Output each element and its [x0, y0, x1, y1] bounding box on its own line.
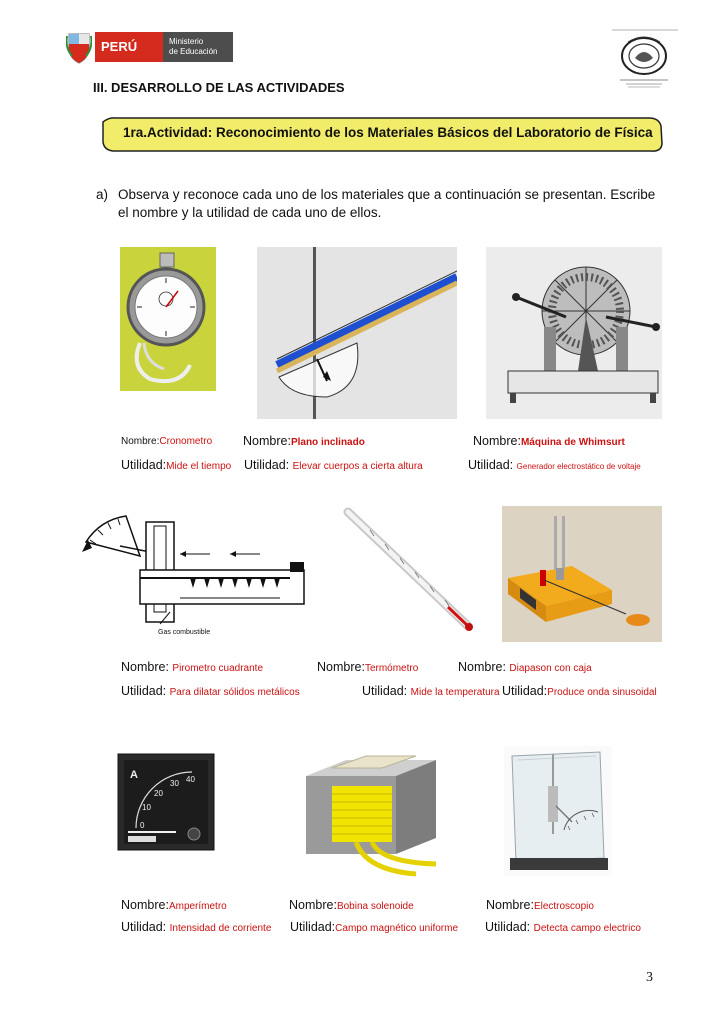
item8-use-label: Utilidad:	[290, 920, 336, 934]
ammeter-tick-40: 40	[186, 775, 195, 784]
item8-use-value: Campo magnético uniforme	[335, 923, 459, 934]
item7-use-value: Intensidad de corriente	[169, 923, 272, 934]
peru-label: PERÚ	[95, 32, 163, 62]
item8-name-row	[289, 898, 414, 912]
item2-name-label: Nombre:	[243, 434, 291, 448]
item4-name-label: Nombre:	[121, 660, 173, 674]
activity-banner-text: 1ra.Actividad: Reconocimiento de los Materiales Básicos del Laboratorio de Física	[123, 125, 653, 140]
page-number: 3	[646, 970, 653, 985]
item5-name-row	[317, 660, 418, 674]
ministry-name	[163, 32, 233, 62]
item4-use-value: Para dilatar sólidos metálicos	[169, 687, 300, 698]
item6-name-value: Diapason con caja	[509, 663, 592, 674]
item4-name-row	[121, 660, 263, 674]
item1-use-value: Mide el tiempo	[166, 461, 232, 472]
ammeter-tick-10: 10	[142, 803, 151, 812]
solenoid-coil-image	[296, 746, 446, 886]
pyrometer-caption: Gas combustible	[158, 629, 211, 636]
ammeter-unit: A	[130, 769, 138, 781]
item8-use-row	[290, 920, 458, 934]
ammeter-tick-30: 30	[170, 779, 179, 788]
item4-use-label: Utilidad:	[121, 684, 170, 698]
item1-use-label: Utilidad:	[121, 458, 167, 472]
section-title: III. DESARROLLO DE LAS ACTIVIDADES	[93, 80, 345, 95]
item9-use-value: Detecta campo electrico	[533, 923, 641, 934]
ammeter-tick-20: 20	[154, 789, 163, 798]
item7-name-row	[121, 898, 227, 912]
item6-use-value: Produce onda sinusoidal	[547, 687, 657, 698]
item7-name-value: Amperímetro	[168, 901, 227, 912]
item6-name-label: Nombre:	[458, 660, 510, 674]
item5-name-label: Nombre:	[317, 660, 365, 674]
instruction-line2: el nombre y la utilidad de cada uno de ellos.	[118, 205, 382, 220]
item7-use-label: Utilidad:	[121, 920, 170, 934]
electroscope-image	[504, 746, 612, 876]
item5-use-value: Mide la temperatura	[410, 687, 500, 698]
item1-name-label: Nombre:	[121, 436, 160, 447]
ministry-logo	[66, 30, 234, 66]
item6-use-label: Utilidad:	[502, 684, 548, 698]
item3-use-label: Utilidad:	[468, 458, 517, 472]
instruction-label: a)	[96, 187, 109, 202]
item5-use-label: Utilidad:	[362, 684, 411, 698]
ammeter-image	[116, 752, 216, 856]
ministry-line1: Ministerio	[169, 37, 204, 46]
item3-use-row	[468, 458, 641, 472]
instruction	[96, 186, 676, 222]
item1-name-row	[121, 436, 212, 447]
item7-use-row	[121, 920, 271, 934]
pyrometer-image	[80, 512, 310, 638]
item8-name-label: Nombre:	[289, 898, 337, 912]
wimshurst-machine-image	[486, 247, 662, 419]
item1-use-row	[121, 458, 231, 472]
tuning-fork-image	[502, 506, 662, 642]
item2-use-value: Elevar cuerpos a cierta altura	[292, 461, 423, 472]
item2-name-value: Plano inclinado	[290, 437, 365, 448]
item6-use-row	[502, 684, 657, 698]
item2-name-row	[243, 434, 365, 448]
thermometer-image	[340, 506, 480, 636]
item7-name-label: Nombre:	[121, 898, 169, 912]
item3-name-label: Nombre:	[473, 434, 521, 448]
item9-name-row	[486, 898, 594, 912]
item2-use-row	[244, 458, 423, 472]
item4-name-value: Pirometro cuadrante	[172, 663, 264, 674]
institute-logo-icon	[608, 28, 680, 92]
inclined-plane-image	[257, 247, 457, 419]
activity-banner	[101, 114, 664, 154]
item2-use-label: Utilidad:	[244, 458, 293, 472]
item9-use-row	[485, 920, 641, 934]
coat-of-arms-icon	[66, 30, 92, 64]
ministry-line2: de Educación	[169, 47, 218, 56]
item9-use-label: Utilidad:	[485, 920, 534, 934]
item5-use-row	[362, 684, 500, 698]
item6-name-row	[458, 660, 592, 674]
item4-use-row	[121, 684, 300, 698]
instruction-line1: Observa y reconoce cada uno de los materiales que a continuación se presentan. Escribe	[118, 187, 656, 202]
stopwatch-image	[120, 247, 216, 391]
ammeter-tick-0: 0	[140, 821, 145, 830]
item9-name-label: Nombre:	[486, 898, 534, 912]
item3-use-value: Generador electrostático de voltaje	[516, 462, 641, 471]
item8-name-value: Bobina solenoide	[336, 901, 414, 912]
item1-name-value: Cronometro	[159, 436, 213, 447]
item9-name-value: Electroscopio	[533, 901, 594, 912]
item3-name-row	[473, 434, 625, 448]
item5-name-value: Termómetro	[364, 663, 419, 674]
item3-name-value: Máquina de Whimsurt	[520, 437, 625, 448]
